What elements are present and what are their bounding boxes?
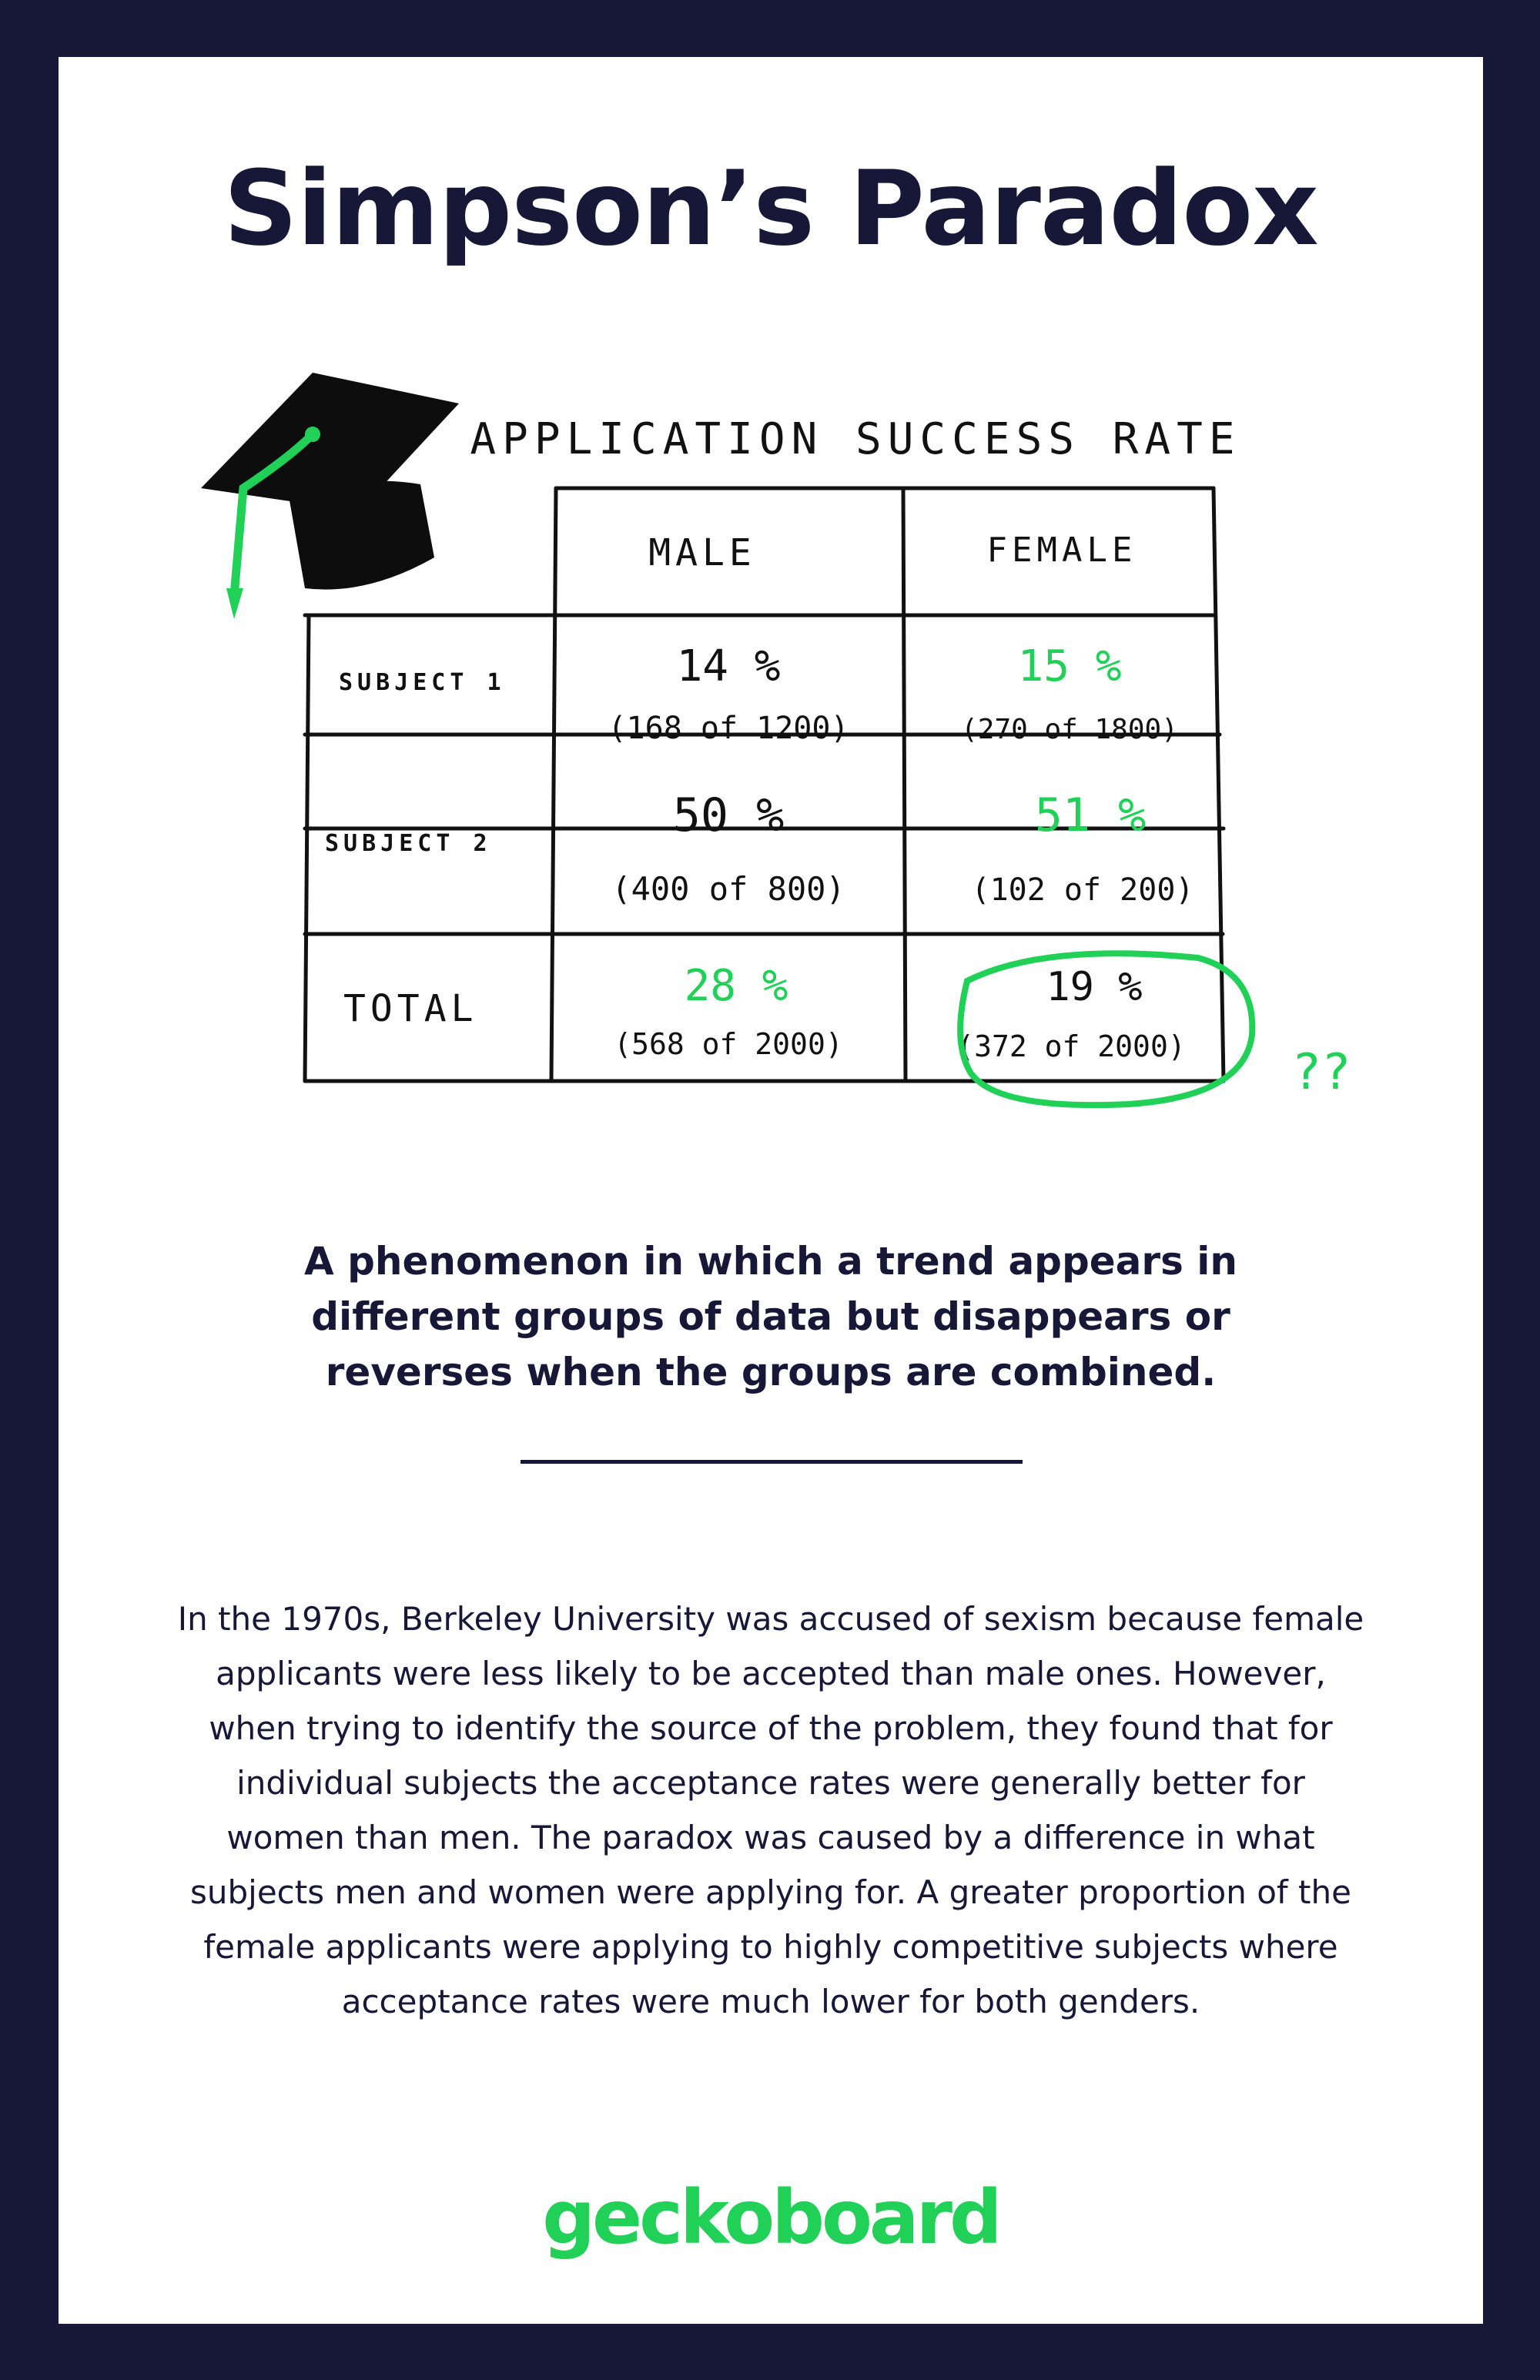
cell-detail: (400 of 800) — [611, 870, 845, 908]
column-header-female: FEMALE — [986, 531, 1137, 570]
row-label-subject-1: SUBJECT 1 — [339, 669, 506, 696]
table-caption: APPLICATION SUCCESS RATE — [470, 414, 1241, 464]
geckoboard-logo[interactable]: geckoboard — [542, 2174, 999, 2261]
cell-detail: (168 of 1200) — [608, 711, 849, 746]
cell-rate: 14 % — [676, 641, 781, 691]
question-marks: ?? — [1291, 1044, 1351, 1101]
divider — [521, 1460, 1023, 1464]
table-illustration — [59, 57, 1483, 1150]
column-header-male: MALE — [648, 531, 756, 574]
cell-detail: (372 of 2000) — [956, 1029, 1186, 1063]
cell-detail: (568 of 2000) — [614, 1027, 843, 1061]
row-label-total: TOTAL — [343, 987, 478, 1030]
definition-subtitle: A phenomenon in which a trend appears in different groups of data but disappears or reverses when the groups are combined. — [304, 1239, 1237, 1394]
poster-card — [59, 57, 1483, 2324]
body-paragraph: In the 1970s, Berkeley University was accused of sexism because female applicants were less likely to be accepted than male ones. However, when trying to identify the source of the problem, they found that for individual subjects the acceptance rates were generally better for women than men. The paradox was caused by a difference in what subjects men and women were applying for. A greater proportion of the female applicants were applying to highly competitive subjects where acceptance rates were much lower for both genders. — [177, 1600, 1364, 2020]
cell-rate: 15 % — [1017, 641, 1122, 691]
cell-rate: 19 % — [1046, 964, 1143, 1010]
row-label-subject-2: SUBJECT 2 — [325, 830, 492, 857]
cell-rate: 51 % — [1034, 788, 1147, 842]
graduation-cap-icon — [201, 373, 459, 619]
cell-detail: (102 of 200) — [971, 872, 1194, 908]
page-title: Simpson’s Paradox — [223, 149, 1318, 269]
cell-detail: (270 of 1800) — [961, 714, 1178, 745]
cell-rate: 28 % — [684, 961, 788, 1011]
cell-rate: 50 % — [672, 788, 785, 842]
